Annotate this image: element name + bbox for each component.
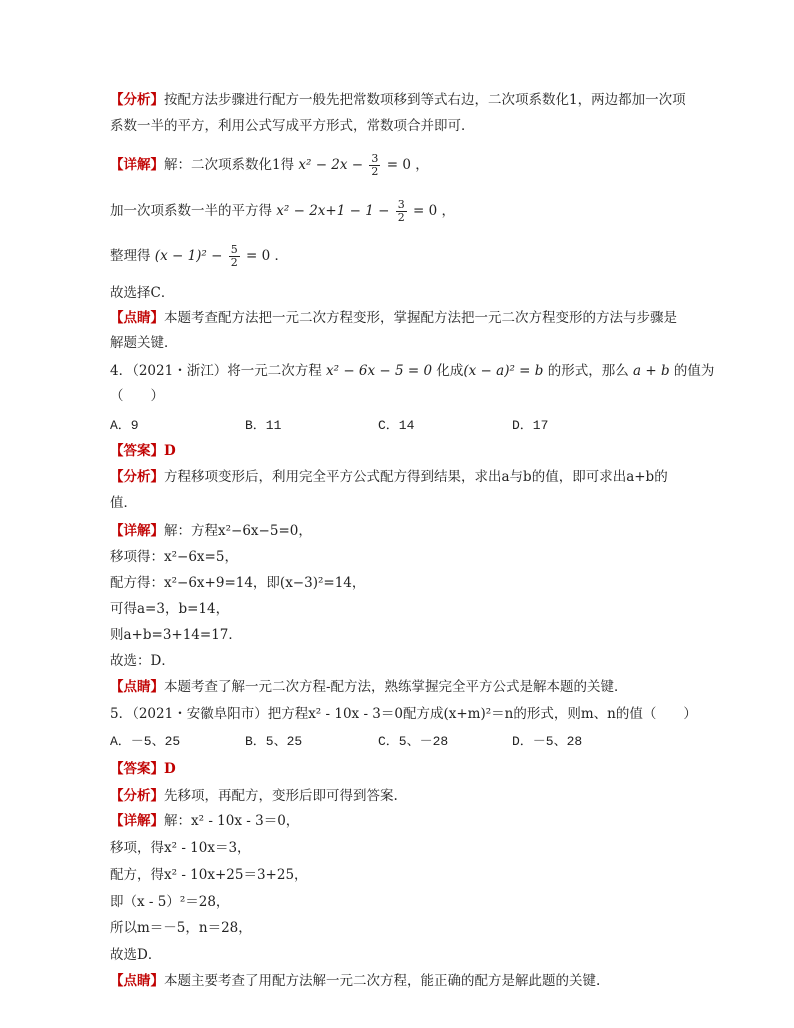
detail-text: = 0 ， — [382, 157, 429, 173]
question-text: 的形式，那么 — [543, 363, 634, 379]
q4-option-c: C．14 — [378, 418, 415, 433]
analysis-tag: 【分析】 — [110, 469, 164, 485]
q5-option-a: A．－5、25 — [110, 734, 181, 749]
q5-detail-line-5: 所以m＝－5，n＝28， — [110, 920, 252, 936]
analysis-line-1 — [110, 90, 700, 110]
question-5-stem: 5．（2021・安徽阜阳市）把方程x² - 10x - 3＝0配方成(x+m)²＝n的形式，则m、n的值（ ） — [110, 706, 697, 722]
analysis-line-2 — [110, 116, 700, 136]
detail-line-2 — [110, 199, 700, 224]
analysis-tag: 【分析】 — [110, 92, 164, 108]
q4-option-b: B．11 — [245, 418, 282, 433]
fraction-denominator: 2 — [230, 256, 238, 269]
question-4-blank — [110, 386, 700, 406]
q4-detail-line-5: 则a+b=3+14=17． — [110, 627, 242, 643]
math-expression: x² − 2x+1 − 1 − — [276, 203, 394, 219]
detail-text: 加一次项系数一半的平方得 — [110, 203, 277, 219]
q4-option-a: A．9 — [110, 418, 139, 433]
analysis-text: 方程移项变形后，利用完全平方公式配方得到结果，求出a与b的值，即可求出a+b的 — [164, 469, 668, 485]
fraction — [396, 199, 407, 224]
q5-detail-line-1 — [110, 811, 700, 831]
q5-answer: 【答案】D — [110, 761, 176, 777]
comment-tag: 【点睛】 — [110, 679, 164, 695]
q4-choice: 故选：D． — [110, 653, 175, 669]
q4-detail-line-1 — [110, 521, 700, 541]
q4-analysis-line-1 — [110, 467, 700, 487]
math-expression: (x − a)² = b — [463, 363, 544, 379]
detail-text: = 0 ， — [408, 203, 455, 219]
detail-tag: 【详解】 — [110, 157, 164, 173]
fraction-denominator: 2 — [397, 211, 405, 224]
answer-blank: （ ） — [110, 388, 164, 404]
choice-text: 故选择C． — [110, 285, 175, 301]
comment-tag: 【点睛】 — [110, 310, 164, 326]
comment-line-2 — [110, 333, 700, 353]
q5-option-c: C．5、－28 — [378, 734, 449, 749]
fraction-numerator: 3 — [371, 152, 379, 165]
fraction-numerator: 5 — [230, 243, 238, 256]
question-4-stem — [110, 361, 715, 381]
detail-text: 解：x² - 10x - 3＝0， — [164, 813, 300, 829]
fraction-numerator: 3 — [397, 198, 405, 211]
comment-tag: 【点睛】 — [110, 973, 164, 989]
analysis-text: 先移项，再配方，变形后即可得到答案. — [164, 788, 398, 804]
detail-text: 解：方程x²−6x−5=0， — [164, 523, 312, 539]
q5-choice: 故选D． — [110, 947, 162, 963]
question-text: 化成 — [432, 363, 464, 379]
detail-tag: 【详解】 — [110, 523, 164, 539]
math-expression: (x − 1)² − — [154, 248, 227, 264]
math-expression: x² − 2x − — [298, 157, 368, 173]
fraction-denominator: 2 — [371, 165, 379, 178]
q5-detail-line-4: 即（x - 5）²＝28， — [110, 894, 230, 910]
q4-option-d: D．17 — [512, 418, 549, 433]
comment-text: 本题考查配方法把一元二次方程变形，掌握配方法把一元二次方程变形的方法与步骤是 — [164, 310, 677, 326]
detail-text: = 0 ． — [241, 248, 289, 264]
detail-line-3 — [110, 244, 700, 269]
comment-text: 解题关键． — [110, 335, 178, 351]
math-expression: x² − 6x − 5 = 0 — [326, 363, 433, 379]
q5-detail-line-3: 配方，得x² - 10x+25＝3+25， — [110, 867, 308, 883]
detail-text: 解：二次项系数化1得 — [164, 157, 299, 173]
detail-line-1 — [110, 153, 700, 178]
detail-text: 整理得 — [110, 248, 155, 264]
q4-detail-line-3: 配方得：x²−6x+9=14，即(x−3)²=14， — [110, 575, 366, 591]
q5-analysis — [110, 786, 700, 806]
q5-detail-line-2: 移项，得x² - 10x＝3， — [110, 840, 251, 856]
q4-detail-line-4: 可得a=3，b=14， — [110, 601, 230, 617]
fraction — [369, 153, 380, 178]
fraction — [229, 244, 240, 269]
q4-detail-line-2: 移项得：x²−6x=5， — [110, 549, 238, 565]
q5-option-d: D．－5、28 — [512, 734, 583, 749]
analysis-tag: 【分析】 — [110, 788, 164, 804]
detail-tag: 【详解】 — [110, 813, 164, 829]
question-text: 的值为 — [669, 363, 715, 379]
comment-text: 本题主要考查了用配方法解一元二次方程，能正确的配方是解此题的关键. — [164, 973, 601, 989]
analysis-text: 按配方法步骤进行配方一般先把常数项移到等式右边，二次项系数化1，两边都加一次项 — [164, 92, 686, 108]
math-expression: a + b — [633, 363, 670, 379]
comment-line-1 — [110, 308, 700, 328]
q4-analysis-line-2 — [110, 493, 700, 513]
q5-comment — [110, 971, 700, 991]
q5-option-b: B．5、25 — [245, 734, 303, 749]
choice-line — [110, 283, 700, 303]
comment-text: 本题考查了解一元二次方程-配方法，熟练掌握完全平方公式是解本题的关键． — [164, 679, 628, 695]
q4-answer: 【答案】D — [110, 443, 176, 459]
question-text: 4．（2021・浙江）将一元二次方程 — [110, 363, 326, 379]
analysis-text: 值． — [110, 495, 137, 511]
analysis-text: 系数一半的平方，利用公式写成平方形式，常数项合并即可． — [110, 118, 475, 134]
q4-comment — [110, 677, 700, 697]
